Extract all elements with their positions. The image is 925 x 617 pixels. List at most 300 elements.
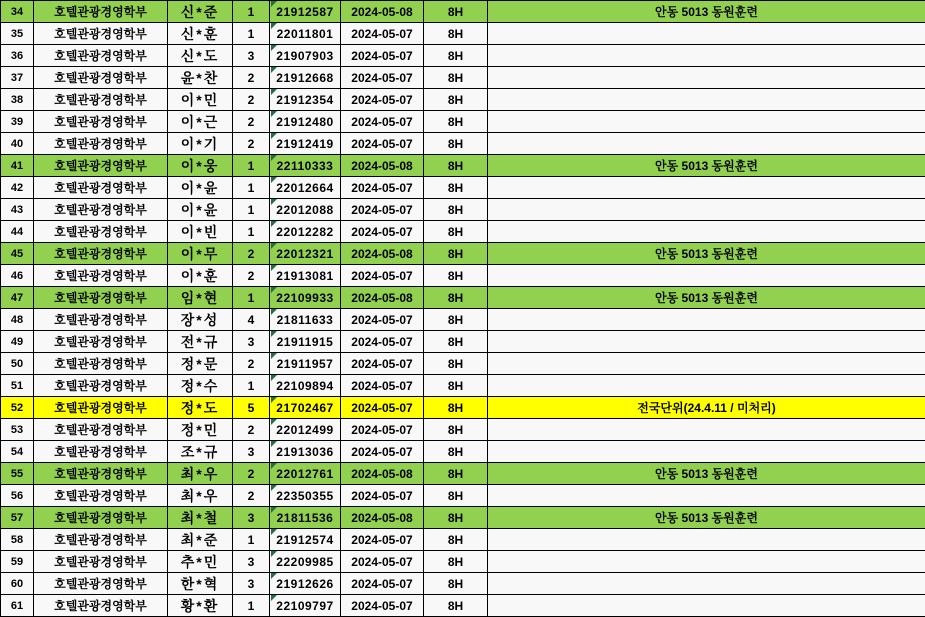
date-cell[interactable]: 2024-05-07	[341, 573, 424, 595]
date-cell[interactable]: 2024-05-07	[341, 595, 424, 617]
grade-cell[interactable]: 3	[233, 441, 270, 463]
hours-cell[interactable]: 8H	[424, 199, 488, 221]
hours-cell[interactable]: 8H	[424, 441, 488, 463]
table-row	[1, 485, 925, 507]
table-row	[1, 551, 925, 573]
department-cell[interactable]: 호텔관광경영학부	[34, 133, 168, 155]
number-stored-as-text-icon	[271, 353, 277, 359]
student-id-text: 22012321	[276, 247, 333, 261]
student-id-text: 22209985	[276, 555, 333, 569]
department-cell[interactable]: 호텔관광경영학부	[34, 551, 168, 573]
number-stored-as-text-icon	[271, 155, 277, 161]
hours-cell[interactable]: 8H	[424, 23, 488, 45]
department-cell[interactable]: 호텔관광경영학부	[34, 243, 168, 265]
department-cell[interactable]: 호텔관광경영학부	[34, 485, 168, 507]
date-cell[interactable]: 2024-05-07	[341, 485, 424, 507]
grade-cell[interactable]: 1	[233, 287, 270, 309]
table-row	[1, 111, 925, 133]
name-cell[interactable]: 이*윤	[168, 177, 233, 199]
note-cell[interactable]	[488, 309, 925, 331]
grade-cell[interactable]: 3	[233, 507, 270, 529]
name-cell[interactable]: 이*훈	[168, 265, 233, 287]
table-row	[1, 375, 925, 397]
student-id-cell[interactable]	[270, 441, 341, 463]
grade-cell[interactable]: 1	[233, 375, 270, 397]
student-id-text: 21702467	[276, 401, 333, 415]
student-id-cell[interactable]	[270, 551, 341, 573]
note-cell[interactable]: 안동 5013 동원훈련	[488, 155, 925, 177]
table-row	[1, 419, 925, 441]
name-cell[interactable]: 이*빈	[168, 221, 233, 243]
grade-cell[interactable]: 2	[233, 89, 270, 111]
table-row	[1, 507, 925, 529]
row-number-cell[interactable]: 43	[1, 199, 34, 221]
hours-cell[interactable]: 8H	[424, 397, 488, 419]
name-cell[interactable]: 신*도	[168, 45, 233, 67]
row-number-cell[interactable]: 56	[1, 485, 34, 507]
note-cell[interactable]: 안동 5013 동원훈련	[488, 243, 925, 265]
student-id-text: 21912480	[276, 115, 333, 129]
table-row	[1, 265, 925, 287]
student-id-text: 21912354	[276, 93, 333, 107]
department-cell[interactable]: 호텔관광경영학부	[34, 595, 168, 617]
department-cell[interactable]: 호텔관광경영학부	[34, 309, 168, 331]
student-id-text: 22350355	[276, 489, 333, 503]
student-id-text: 21811536	[277, 511, 334, 525]
hours-cell[interactable]: 8H	[424, 463, 488, 485]
row-number-cell[interactable]: 39	[1, 111, 34, 133]
student-id-cell[interactable]	[270, 265, 341, 287]
hours-cell[interactable]: 8H	[424, 529, 488, 551]
student-id-cell[interactable]	[270, 199, 341, 221]
name-cell[interactable]: 정*수	[168, 375, 233, 397]
hours-cell[interactable]: 8H	[424, 331, 488, 353]
student-id-text: 21911957	[277, 357, 334, 371]
department-cell[interactable]: 호텔관광경영학부	[34, 507, 168, 529]
number-stored-as-text-icon	[271, 45, 277, 51]
row-number-cell[interactable]: 57	[1, 507, 34, 529]
row-number-cell[interactable]: 54	[1, 441, 34, 463]
row-number-cell[interactable]: 47	[1, 287, 34, 309]
date-cell[interactable]: 2024-05-07	[341, 23, 424, 45]
number-stored-as-text-icon	[271, 595, 277, 601]
name-cell[interactable]: 이*근	[168, 111, 233, 133]
row-number-cell[interactable]: 53	[1, 419, 34, 441]
note-cell[interactable]	[488, 441, 925, 463]
hours-cell[interactable]: 8H	[424, 243, 488, 265]
date-cell[interactable]: 2024-05-07	[341, 331, 424, 353]
number-stored-as-text-icon	[271, 309, 277, 315]
student-id-cell[interactable]	[270, 485, 341, 507]
name-cell[interactable]: 임*현	[168, 287, 233, 309]
note-cell[interactable]: 안동 5013 동원훈련	[488, 507, 925, 529]
date-cell[interactable]: 2024-05-08	[341, 1, 424, 23]
note-cell[interactable]	[488, 353, 925, 375]
row-number-cell[interactable]: 44	[1, 221, 34, 243]
date-cell[interactable]: 2024-05-07	[341, 551, 424, 573]
department-cell[interactable]: 호텔관광경영학부	[34, 23, 168, 45]
student-id-text: 22012282	[276, 225, 333, 239]
name-cell[interactable]: 최*우	[168, 485, 233, 507]
department-cell[interactable]: 호텔관광경영학부	[34, 375, 168, 397]
number-stored-as-text-icon	[271, 1, 277, 7]
note-cell[interactable]	[488, 89, 925, 111]
student-id-cell[interactable]	[270, 573, 341, 595]
grade-cell[interactable]: 1	[233, 23, 270, 45]
row-number-cell[interactable]: 36	[1, 45, 34, 67]
hours-cell[interactable]: 8H	[424, 1, 488, 23]
hours-cell[interactable]: 8H	[424, 89, 488, 111]
table-row	[1, 441, 925, 463]
date-cell[interactable]: 2024-05-07	[341, 309, 424, 331]
row-number-cell[interactable]: 37	[1, 67, 34, 89]
grade-cell[interactable]: 1	[233, 155, 270, 177]
row-number-cell[interactable]: 61	[1, 595, 34, 617]
department-cell[interactable]: 호텔관광경영학부	[34, 177, 168, 199]
hours-cell[interactable]: 8H	[424, 67, 488, 89]
name-cell[interactable]: 이*기	[168, 133, 233, 155]
student-id-cell[interactable]	[270, 507, 341, 529]
row-number-cell[interactable]: 55	[1, 463, 34, 485]
department-cell[interactable]: 호텔관광경영학부	[34, 89, 168, 111]
department-cell[interactable]: 호텔관광경영학부	[34, 463, 168, 485]
row-number-cell[interactable]: 52	[1, 397, 34, 419]
date-cell[interactable]: 2024-05-07	[341, 265, 424, 287]
student-id-text: 21912626	[276, 577, 333, 591]
student-id-cell[interactable]	[270, 133, 341, 155]
table-row	[1, 67, 925, 89]
table-row	[1, 155, 925, 177]
hours-cell[interactable]: 8H	[424, 595, 488, 617]
grade-cell[interactable]: 1	[233, 1, 270, 23]
note-cell[interactable]: 안동 5013 동원훈련	[488, 463, 925, 485]
note-cell[interactable]	[488, 419, 925, 441]
hours-cell[interactable]: 8H	[424, 573, 488, 595]
department-cell[interactable]: 호텔관광경영학부	[34, 419, 168, 441]
grade-cell[interactable]: 2	[233, 419, 270, 441]
note-cell[interactable]	[488, 177, 925, 199]
student-id-text: 21912668	[276, 71, 333, 85]
name-cell[interactable]: 한*혁	[168, 573, 233, 595]
note-cell[interactable]	[488, 23, 925, 45]
department-cell[interactable]: 호텔관광경영학부	[34, 111, 168, 133]
hours-cell[interactable]: 8H	[424, 177, 488, 199]
hours-cell[interactable]: 8H	[424, 551, 488, 573]
department-cell[interactable]: 호텔관광경영학부	[34, 155, 168, 177]
number-stored-as-text-icon	[271, 331, 277, 337]
number-stored-as-text-icon	[271, 67, 277, 73]
table-row	[1, 353, 925, 375]
date-cell[interactable]: 2024-05-07	[341, 529, 424, 551]
grade-cell[interactable]: 3	[233, 331, 270, 353]
student-id-cell[interactable]	[270, 221, 341, 243]
row-number-cell[interactable]: 42	[1, 177, 34, 199]
department-cell[interactable]: 호텔관광경영학부	[34, 199, 168, 221]
name-cell[interactable]: 이*무	[168, 243, 233, 265]
department-cell[interactable]: 호텔관광경영학부	[34, 287, 168, 309]
department-cell[interactable]: 호텔관광경영학부	[34, 441, 168, 463]
hours-cell[interactable]: 8H	[424, 309, 488, 331]
student-id-text: 22109933	[276, 291, 333, 305]
number-stored-as-text-icon	[271, 23, 277, 29]
table-row	[1, 529, 925, 551]
grade-cell[interactable]: 2	[233, 243, 270, 265]
note-cell[interactable]	[488, 45, 925, 67]
row-number-cell[interactable]: 60	[1, 573, 34, 595]
grade-cell[interactable]: 1	[233, 177, 270, 199]
number-stored-as-text-icon	[271, 133, 277, 139]
date-cell[interactable]: 2024-05-08	[341, 287, 424, 309]
date-cell[interactable]: 2024-05-07	[341, 441, 424, 463]
hours-cell[interactable]: 8H	[424, 265, 488, 287]
date-cell[interactable]: 2024-05-07	[341, 111, 424, 133]
number-stored-as-text-icon	[271, 551, 277, 557]
name-cell[interactable]: 최*준	[168, 529, 233, 551]
row-number-cell[interactable]: 48	[1, 309, 34, 331]
number-stored-as-text-icon	[271, 419, 277, 425]
student-id-text: 22012088	[276, 203, 333, 217]
name-cell[interactable]: 이*민	[168, 89, 233, 111]
note-cell[interactable]: 안동 5013 동원훈련	[488, 1, 925, 23]
number-stored-as-text-icon	[271, 111, 277, 117]
date-cell[interactable]: 2024-05-07	[341, 419, 424, 441]
note-cell[interactable]	[488, 331, 925, 353]
row-number-cell[interactable]: 46	[1, 265, 34, 287]
date-cell[interactable]: 2024-05-07	[341, 89, 424, 111]
number-stored-as-text-icon	[271, 287, 277, 293]
number-stored-as-text-icon	[271, 485, 277, 491]
name-cell[interactable]: 추*민	[168, 551, 233, 573]
date-cell[interactable]: 2024-05-08	[341, 507, 424, 529]
student-id-cell[interactable]	[270, 243, 341, 265]
table-row	[1, 89, 925, 111]
name-cell[interactable]: 정*민	[168, 419, 233, 441]
department-cell[interactable]: 호텔관광경영학부	[34, 221, 168, 243]
student-id-cell[interactable]	[270, 397, 341, 419]
grade-cell[interactable]: 1	[233, 595, 270, 617]
name-cell[interactable]: 황*환	[168, 595, 233, 617]
name-cell[interactable]: 정*문	[168, 353, 233, 375]
student-id-text: 21913036	[276, 445, 333, 459]
grade-cell[interactable]: 2	[233, 111, 270, 133]
row-number-cell[interactable]: 35	[1, 23, 34, 45]
student-id-text: 22011801	[277, 27, 334, 41]
student-id-text: 22110333	[277, 159, 334, 173]
date-cell[interactable]: 2024-05-07	[341, 199, 424, 221]
name-cell[interactable]: 신*준	[168, 1, 233, 23]
hours-cell[interactable]: 8H	[424, 111, 488, 133]
grade-cell[interactable]: 4	[233, 309, 270, 331]
name-cell[interactable]: 이*윤	[168, 199, 233, 221]
grade-cell[interactable]: 2	[233, 133, 270, 155]
date-cell[interactable]: 2024-05-08	[341, 463, 424, 485]
student-id-cell[interactable]	[270, 529, 341, 551]
table-row	[1, 573, 925, 595]
grade-cell[interactable]: 3	[233, 551, 270, 573]
department-cell[interactable]: 호텔관광경영학부	[34, 573, 168, 595]
grade-cell[interactable]: 1	[233, 199, 270, 221]
department-cell[interactable]: 호텔관광경영학부	[34, 397, 168, 419]
number-stored-as-text-icon	[271, 397, 277, 403]
row-number-cell[interactable]: 58	[1, 529, 34, 551]
table-row	[1, 309, 925, 331]
note-cell[interactable]	[488, 485, 925, 507]
student-id-cell[interactable]	[270, 331, 341, 353]
row-number-cell[interactable]: 49	[1, 331, 34, 353]
note-cell[interactable]	[488, 595, 925, 617]
student-id-text: 22012499	[276, 423, 333, 437]
note-cell[interactable]	[488, 529, 925, 551]
student-id-cell[interactable]	[270, 177, 341, 199]
note-cell[interactable]: 안동 5013 동원훈련	[488, 287, 925, 309]
student-id-text: 22012664	[276, 181, 333, 195]
number-stored-as-text-icon	[271, 463, 277, 469]
date-cell[interactable]: 2024-05-07	[341, 45, 424, 67]
student-id-cell[interactable]	[270, 45, 341, 67]
row-number-cell[interactable]: 41	[1, 155, 34, 177]
department-cell[interactable]: 호텔관광경영학부	[34, 45, 168, 67]
name-cell[interactable]: 전*규	[168, 331, 233, 353]
note-cell[interactable]	[488, 199, 925, 221]
student-id-cell[interactable]	[270, 309, 341, 331]
grade-cell[interactable]: 3	[233, 45, 270, 67]
hours-cell[interactable]: 8H	[424, 507, 488, 529]
department-cell[interactable]: 호텔관광경영학부	[34, 331, 168, 353]
note-cell[interactable]	[488, 111, 925, 133]
hours-cell[interactable]: 8H	[424, 133, 488, 155]
table-row	[1, 45, 925, 67]
date-cell[interactable]: 2024-05-07	[341, 375, 424, 397]
student-id-text: 21912574	[276, 533, 333, 547]
grade-cell[interactable]: 2	[233, 265, 270, 287]
department-cell[interactable]: 호텔관광경영학부	[34, 67, 168, 89]
name-cell[interactable]: 이*웅	[168, 155, 233, 177]
table-row	[1, 463, 925, 485]
row-number-cell[interactable]: 50	[1, 353, 34, 375]
table-row	[1, 1, 925, 23]
grade-cell[interactable]: 2	[233, 353, 270, 375]
student-id-text: 22012761	[276, 467, 333, 481]
number-stored-as-text-icon	[271, 573, 277, 579]
number-stored-as-text-icon	[271, 265, 277, 271]
name-cell[interactable]: 윤*찬	[168, 67, 233, 89]
table-row	[1, 23, 925, 45]
number-stored-as-text-icon	[271, 375, 277, 381]
date-cell[interactable]: 2024-05-07	[341, 397, 424, 419]
date-cell[interactable]: 2024-05-08	[341, 243, 424, 265]
department-cell[interactable]: 호텔관광경영학부	[34, 529, 168, 551]
department-cell[interactable]: 호텔관광경영학부	[34, 265, 168, 287]
date-cell[interactable]: 2024-05-07	[341, 177, 424, 199]
row-number-cell[interactable]: 40	[1, 133, 34, 155]
name-cell[interactable]: 최*철	[168, 507, 233, 529]
hours-cell[interactable]: 8H	[424, 419, 488, 441]
table-row	[1, 331, 925, 353]
note-cell[interactable]	[488, 573, 925, 595]
student-id-cell[interactable]	[270, 23, 341, 45]
date-cell[interactable]: 2024-05-07	[341, 221, 424, 243]
note-cell[interactable]	[488, 133, 925, 155]
table-row	[1, 243, 925, 265]
name-cell[interactable]: 장*성	[168, 309, 233, 331]
hours-cell[interactable]: 8H	[424, 375, 488, 397]
grade-cell[interactable]: 5	[233, 397, 270, 419]
note-cell[interactable]	[488, 67, 925, 89]
hours-cell[interactable]: 8H	[424, 221, 488, 243]
student-id-cell[interactable]	[270, 89, 341, 111]
date-cell[interactable]: 2024-05-08	[341, 155, 424, 177]
student-id-cell[interactable]	[270, 1, 341, 23]
table-row	[1, 199, 925, 221]
student-id-text: 21913081	[276, 269, 333, 283]
hours-cell[interactable]: 8H	[424, 45, 488, 67]
table-row	[1, 133, 925, 155]
name-cell[interactable]: 조*규	[168, 441, 233, 463]
date-cell[interactable]: 2024-05-07	[341, 67, 424, 89]
name-cell[interactable]: 정*도	[168, 397, 233, 419]
date-cell[interactable]: 2024-05-07	[341, 133, 424, 155]
hours-cell[interactable]: 8H	[424, 353, 488, 375]
student-id-text: 21811633	[277, 313, 334, 327]
grade-cell[interactable]: 2	[233, 485, 270, 507]
grade-cell[interactable]: 2	[233, 67, 270, 89]
row-number-cell[interactable]: 59	[1, 551, 34, 573]
note-cell[interactable]	[488, 221, 925, 243]
student-id-cell[interactable]	[270, 463, 341, 485]
grade-cell[interactable]: 1	[233, 529, 270, 551]
grade-cell[interactable]: 2	[233, 463, 270, 485]
student-id-text: 21907903	[276, 49, 333, 63]
student-id-text: 22109894	[276, 379, 333, 393]
student-id-text: 21912587	[276, 5, 333, 19]
student-id-cell[interactable]	[270, 353, 341, 375]
grade-cell[interactable]: 3	[233, 573, 270, 595]
row-number-cell[interactable]: 38	[1, 89, 34, 111]
note-cell[interactable]	[488, 375, 925, 397]
student-id-cell[interactable]	[270, 419, 341, 441]
note-cell[interactable]	[488, 551, 925, 573]
department-cell[interactable]: 호텔관광경영학부	[34, 1, 168, 23]
name-cell[interactable]: 신*훈	[168, 23, 233, 45]
number-stored-as-text-icon	[271, 243, 277, 249]
table-body	[1, 1, 925, 617]
student-id-cell[interactable]	[270, 375, 341, 397]
student-id-cell[interactable]	[270, 155, 341, 177]
row-number-cell[interactable]: 45	[1, 243, 34, 265]
student-id-cell[interactable]	[270, 67, 341, 89]
number-stored-as-text-icon	[271, 199, 277, 205]
number-stored-as-text-icon	[271, 529, 277, 535]
table-row	[1, 287, 925, 309]
number-stored-as-text-icon	[271, 177, 277, 183]
student-id-cell[interactable]	[270, 111, 341, 133]
grade-cell[interactable]: 1	[233, 221, 270, 243]
date-cell[interactable]: 2024-05-07	[341, 353, 424, 375]
note-cell[interactable]: 전국단위(24.4.11 / 미처리)	[488, 397, 925, 419]
row-number-cell[interactable]: 51	[1, 375, 34, 397]
hours-cell[interactable]: 8H	[424, 485, 488, 507]
department-cell[interactable]: 호텔관광경영학부	[34, 353, 168, 375]
note-cell[interactable]	[488, 265, 925, 287]
student-id-cell[interactable]	[270, 595, 341, 617]
student-id-text: 21912419	[276, 137, 333, 151]
student-id-cell[interactable]	[270, 287, 341, 309]
name-cell[interactable]: 최*우	[168, 463, 233, 485]
table-row	[1, 177, 925, 199]
row-number-cell[interactable]: 34	[1, 1, 34, 23]
hours-cell[interactable]: 8H	[424, 155, 488, 177]
hours-cell[interactable]: 8H	[424, 287, 488, 309]
